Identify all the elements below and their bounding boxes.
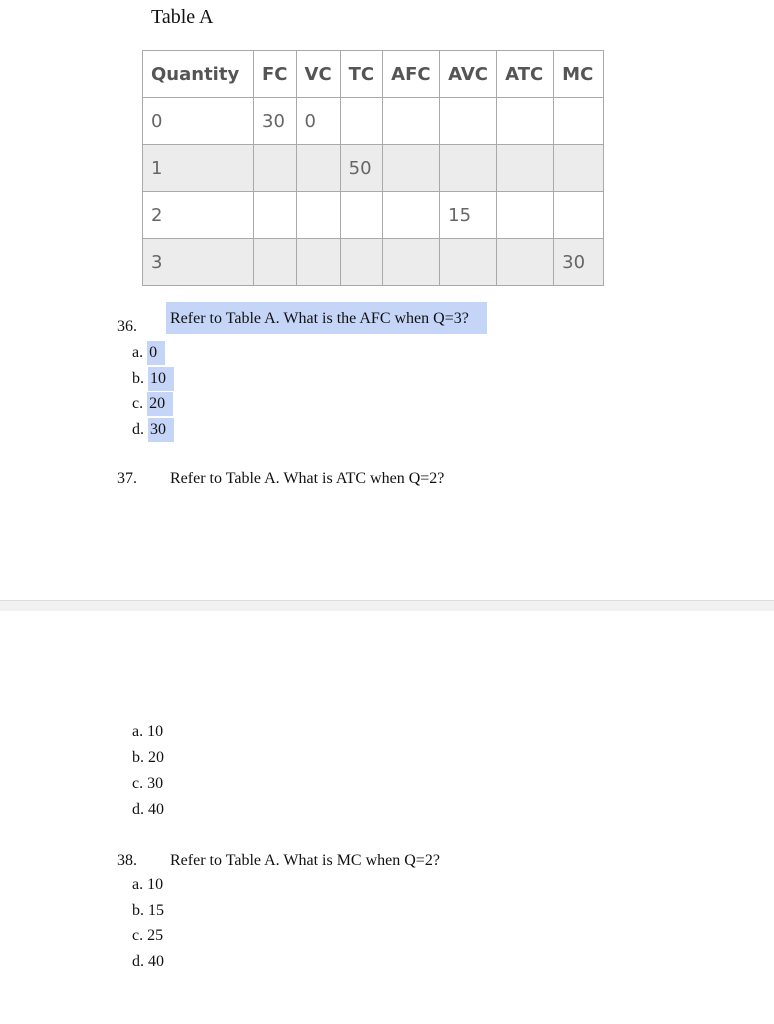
question-38-option-d[interactable] (132, 953, 164, 971)
table-cell (296, 145, 340, 192)
table-cell (440, 145, 497, 192)
header-vc: VC (296, 51, 340, 98)
table-row (143, 192, 604, 239)
question-37-option-c[interactable] (132, 775, 163, 793)
table-cell (340, 239, 383, 286)
table-row (143, 239, 604, 286)
table-row (143, 145, 604, 192)
question-38-option-a[interactable] (132, 876, 163, 894)
option-value: 10 (148, 367, 174, 391)
option-letter: b. (132, 749, 144, 766)
table-cell (554, 145, 604, 192)
table-cell (440, 98, 497, 145)
table-cell (296, 192, 340, 239)
question-36-option-a[interactable] (132, 341, 165, 365)
question-36-number: 36. (117, 318, 137, 335)
option-letter: d. (132, 801, 144, 818)
option-value: 20 (147, 392, 173, 416)
option-value: 30 (147, 775, 164, 792)
table-cell: 15 (440, 192, 497, 239)
option-value: 30 (148, 418, 174, 442)
question-37-option-b[interactable] (132, 749, 164, 767)
question-36-option-d[interactable] (132, 418, 174, 442)
question-37-number: 37. (117, 470, 137, 487)
table-cell (497, 239, 554, 286)
table-cell (497, 145, 554, 192)
table-cell (383, 192, 440, 239)
header-fc: FC (254, 51, 297, 98)
option-value: 10 (147, 723, 164, 740)
header-avc: AVC (440, 51, 497, 98)
option-value: 15 (148, 902, 164, 919)
table-row (143, 98, 604, 145)
question-37-option-d[interactable] (132, 801, 164, 819)
table-cell: 2 (143, 192, 254, 239)
table-cell: 3 (143, 239, 254, 286)
option-letter: c. (132, 395, 144, 412)
option-letter: c. (132, 775, 144, 792)
option-value: 25 (147, 927, 164, 944)
question-36-option-b[interactable] (132, 367, 174, 391)
cost-table (142, 50, 604, 286)
document-page-2 (0, 611, 774, 1024)
table-cell: 0 (296, 98, 340, 145)
question-38-option-c[interactable] (132, 927, 163, 945)
table-cell (554, 192, 604, 239)
header-tc: TC (340, 51, 383, 98)
table-cell: 50 (340, 145, 383, 192)
table-cell (254, 192, 297, 239)
option-value: 40 (148, 953, 164, 970)
option-letter: d. (132, 953, 144, 970)
question-37-text: Refer to Table A. What is ATC when Q=2? (170, 470, 445, 487)
header-quantity: Quantity (143, 51, 254, 98)
question-36-option-c[interactable] (132, 392, 173, 416)
table-cell (296, 239, 340, 286)
table-cell (440, 239, 497, 286)
table-cell: 30 (254, 98, 297, 145)
option-letter: b. (132, 902, 144, 919)
question-38-number: 38. (117, 852, 137, 869)
table-cell: 0 (143, 98, 254, 145)
table-cell (254, 239, 297, 286)
table-cell (254, 145, 297, 192)
table-cell (497, 98, 554, 145)
header-atc: ATC (497, 51, 554, 98)
table-cell (383, 239, 440, 286)
table-cell (340, 192, 383, 239)
table-header-row (143, 51, 604, 98)
table-cell: 30 (554, 239, 604, 286)
option-letter: a. (132, 876, 144, 893)
table-cell (554, 98, 604, 145)
table-cell (497, 192, 554, 239)
option-letter: b. (132, 370, 144, 387)
option-value: 40 (148, 801, 164, 818)
question-38-option-b[interactable] (132, 902, 164, 920)
option-letter: d. (132, 421, 144, 438)
option-value: 10 (147, 876, 164, 893)
option-value: 0 (147, 341, 165, 365)
option-letter: c. (132, 927, 144, 944)
table-cell (383, 98, 440, 145)
question-36-text (166, 310, 487, 328)
table-title: Table A (151, 6, 214, 28)
option-value: 20 (148, 749, 164, 766)
option-letter: a. (132, 344, 144, 361)
header-afc: AFC (383, 51, 440, 98)
question-38-text: Refer to Table A. What is MC when Q=2? (170, 852, 440, 869)
question-37-option-a[interactable] (132, 723, 163, 741)
table-cell (383, 145, 440, 192)
option-letter: a. (132, 723, 144, 740)
table-cell (340, 98, 383, 145)
table-cell: 1 (143, 145, 254, 192)
header-mc: MC (554, 51, 604, 98)
question-36-text-selection[interactable]: Refer to Table A. What is the AFC when Q=3? (166, 302, 487, 334)
